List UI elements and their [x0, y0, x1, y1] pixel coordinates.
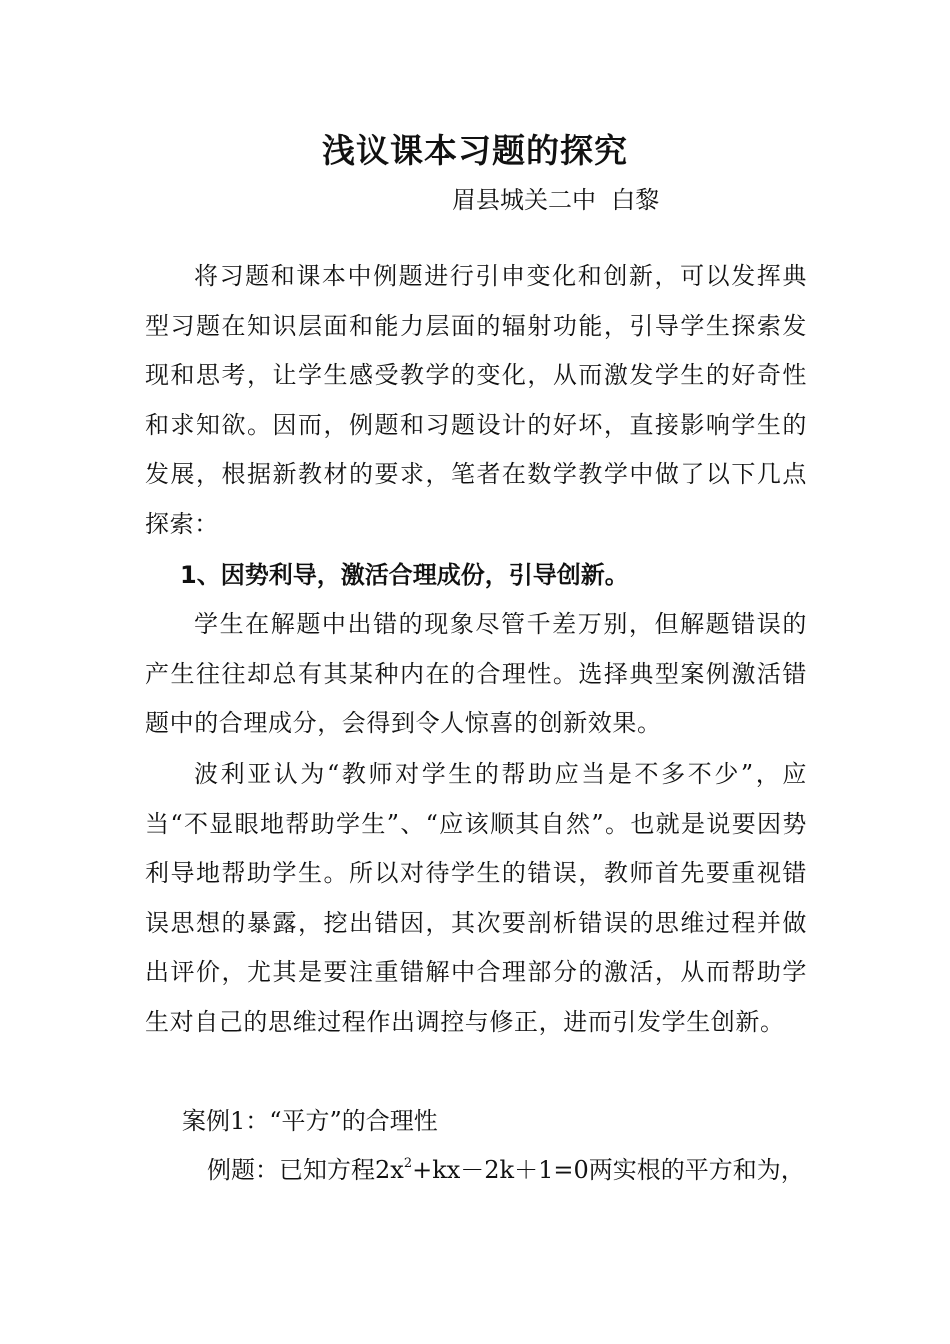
example-text-suffix: +kx－2k＋1=0两实根的平方和为，	[412, 1156, 805, 1184]
example-problem	[207, 1146, 805, 1195]
document-title: 浅议课本习题的探究	[322, 131, 628, 170]
body-paragraph: 学生在解题中出错的现象尽管千差万别，但解题错误的产生往往却总有其某种内在的合理性。选择典型案例激活错题中的合理成分，会得到令人惊喜的创新效果。	[145, 610, 807, 738]
intro-paragraph: 将习题和课本中例题进行引申变化和创新，可以发挥典型习题在知识层面和能力层面的辐射功能，引导学生探索发现和思考，让学生感受教学的变化，从而激发学生的好奇性和求知欲。因而，例题和习题设计的好坏，直接影响学生的发展，根据新教材的要求，笔者在数学教学中做了以下几点探索：	[145, 262, 807, 538]
body-paragraph: 波利亚认为“教师对学生的帮助应当是不多不少”，应当“不显眼地帮助学生”、“应该顺其自然”。也就是说要因势利导地帮助学生。所以对待学生的错误，教师首先要重视错误思想的暴露，挖出错因，其次要剖析错误的思维过程并做出评价，尤其是要注重错解中合理部分的激活，从而帮助学生对自己的思维过程作出调控与修正，进而引发学生创新。	[145, 760, 807, 1036]
section-heading: 1、因势利导，激活合理成份，引导创新。	[180, 561, 629, 589]
author-line: 眉县城关二中 白黎	[452, 186, 660, 214]
exponent: 2	[403, 1156, 413, 1171]
case-label: 案例1：“平方”的合理性	[182, 1107, 438, 1135]
example-text-prefix: 例题：已知方程2x	[207, 1156, 404, 1184]
